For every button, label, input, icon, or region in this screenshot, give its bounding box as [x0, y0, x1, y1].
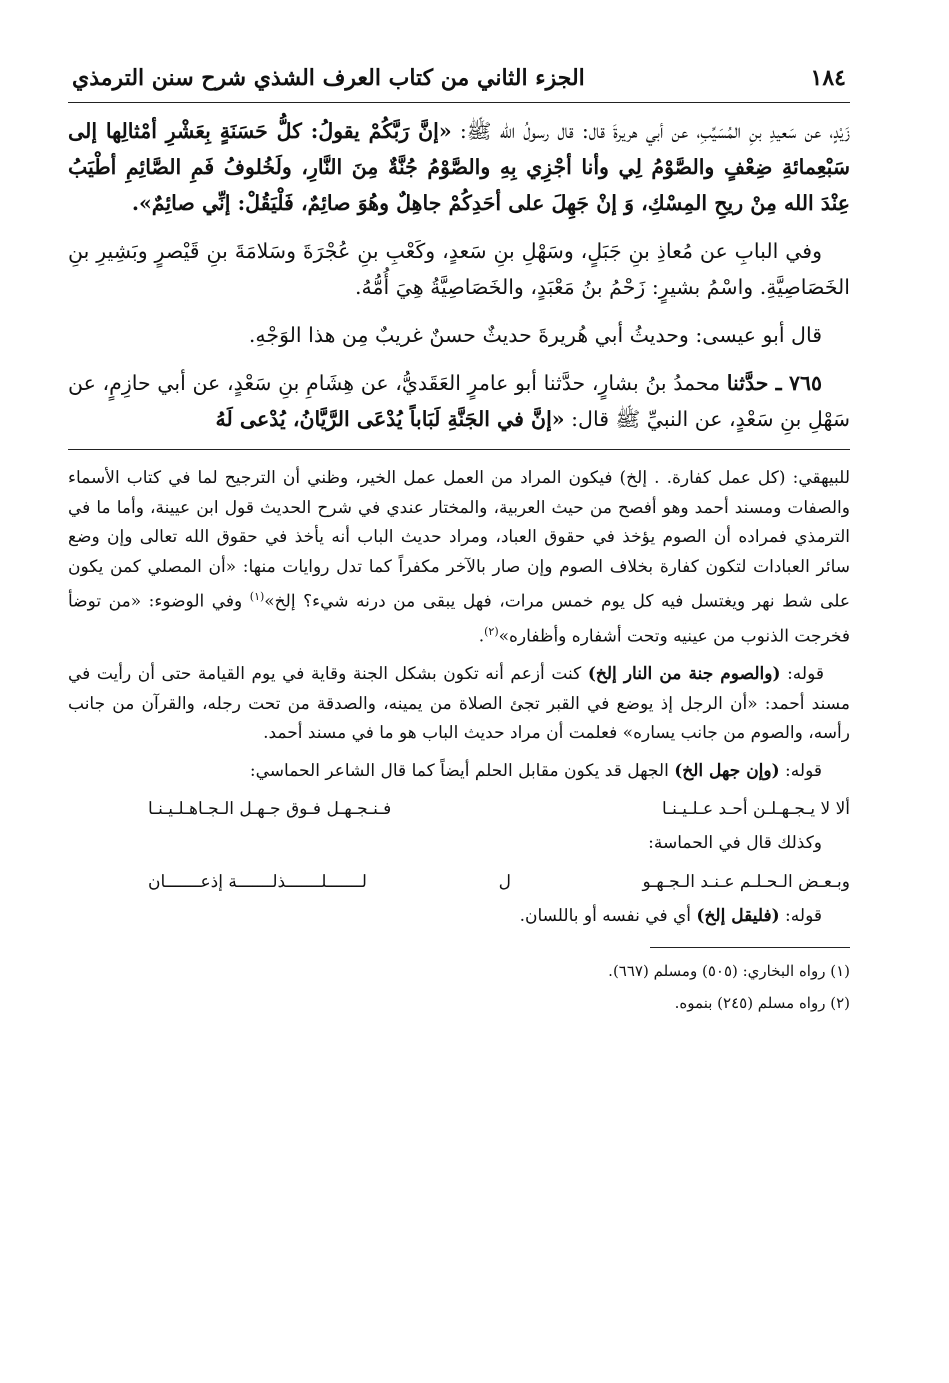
verse-2-connector: ل: [498, 871, 511, 892]
commentary-paragraph-3: [68, 757, 850, 787]
commentary-p4-text: أي في نفسه أو باللسان.: [519, 905, 697, 926]
footnote-ref-1[interactable]: (١): [249, 590, 265, 603]
verse-2-second-hemistich: لـــــــلـــــــذلـــــــة إذعـــــــان: [148, 871, 367, 892]
commentary-p3-lead: قوله:: [779, 760, 822, 781]
footnote-2: (٢) رواه مسلم (٢٤٥) بنموه.: [674, 994, 850, 1013]
main-divider: [68, 449, 850, 450]
abu-isa-paragraph: قال أبو عيسى: وحديثُ أبي هُريرةَ حديثٌ حسنٌ غريبٌ مِن هذا الوَجْهِ.: [248, 323, 822, 347]
footnote-ref-2[interactable]: (٢): [484, 625, 499, 639]
hadith-764-matn: «إنَّ رَبَّكُمْ يقولُ: كلُّ حَسَنَةٍ بِعَشْرِ أمْثالِها إلى سَبْعِمائةِ ضِعْفٍ والصَّوْمُ لِي وأنا أجْزِي بِهِ والصَّوْمُ جُنَّةٌ مِنَ النَّارِ، ولَخُلوفُ فَمِ الصَّائِمِ أطْيَبُ عِنْدَ الله مِنْ ريحِ المِسْكِ، وَ إنْ جَهِلَ على أحَدِكُمْ جاهِلٌ وهُوَ صائِمٌ، فَلْيَقُلْ: إنِّي صائِمٌ».: [68, 119, 850, 215]
commentary-p2-quote: (والصوم جنة من النار إلخ): [587, 664, 781, 685]
running-title: الجزء الثاني من كتاب العرف الشذي شرح سنن الترمذي: [72, 65, 585, 91]
commentary: [68, 464, 850, 931]
commentary-paragraph-2: [68, 660, 850, 749]
hadith-765-isnad: محمدُ بنُ بشارٍ، حدَّثنا أبو عامرٍ العَقَديُّ، عن هِشَامِ بنِ سَعْدٍ، عن أبي حازِمٍ، عن سَهْلِ بنِ سَعْدٍ، عن النبيِّ ﷺ قال:: [68, 371, 850, 431]
commentary-p4-lead: قوله:: [779, 905, 822, 926]
hadith-764-isnad: زَيْدٍ، عن سَعيدِ بنِ المُسَيِّبِ، عن أبي هريرةَ قال: قال رسولُ الله ﷺ:: [451, 119, 850, 143]
page-header: [68, 60, 850, 96]
hadith-765: [68, 365, 850, 437]
page-number: ١٨٤: [810, 65, 846, 91]
commentary-p2-lead: قوله:: [780, 664, 824, 685]
book-page: [68, 60, 850, 1022]
verse-1: [68, 794, 850, 825]
commentary-p4-quote: (فليقل إلخ): [696, 905, 780, 926]
commentary-p3-text: الجهل قد يكون مقابل الحلم أيضاً كما قال الشاعر الحماسي:: [249, 760, 675, 781]
verse-1-second-hemistich: فـنـجـهـل فـوق جـهـل الـجـاهـلـيـنـا: [148, 799, 392, 820]
commentary-paragraph-4: [68, 902, 850, 932]
also-said-line: وكذلك قال في الحماسة:: [648, 833, 822, 854]
hadith-765-matn: «إنَّ في الجَنَّةِ لَبَاباً يُدْعَى الرَّيَّانُ، يُدْعى لَهُ: [215, 407, 565, 431]
footnote-divider: [650, 947, 850, 948]
hadith-764: [68, 113, 850, 221]
footnotes: [68, 958, 850, 1016]
hadith-765-number: ٧٦٥ ـ حدَّثنا: [726, 371, 822, 395]
commentary-p1-end: .: [478, 626, 485, 647]
commentary-p1-mid: وفي الوضوء: «من توضأ فخرجت الذنوب من عينيه وتحت أشفاره وأظفاره»: [68, 591, 850, 647]
commentary-p1-text: للبيهقي: (كل عمل كفارة. . إلخ) فيكون المراد من العمل عمل الخير، وظني أن الترجيح لما في كتاب الأسماء والصفات ومسند أحمد وهو أفصح من حيث العربية، والمختار عندي في شرح الحديث قول ابن عيينة، وأما ما في الترمذي فمراده أن الصوم يؤخذ في حقوق العباد، ومراد حديث الباب أنه يأخذ في حقوق الله تعالى وإن وضع سائر العبادات لتكون كفارة بخلاف الصوم وإن صار بالآخر مكفراً كما تدل روايات منها: «أن المصلي كمن يكون على شط نهر ويغتسل فيه كل يوم خمس مرات، فهل يبقى من درنه شيء؟ إلخ»: [68, 468, 850, 612]
footnote-1: (١) رواه البخاري: (٥٠٥) ومسلم (٦٦٧).: [608, 962, 850, 981]
verse-1-first-hemistich: ألا لا يـجـهـلـن أحـد عـلـيـنـا: [661, 799, 850, 820]
verse-2: [68, 867, 850, 898]
commentary-p2-text: كنت أزعم أنه تكون بشكل الجنة وقاية في يوم القيامة حتى أن رأيت في مسند أحمد: «أن الرجل إذ يوضع في القبر تجئ الصلاة من يمينه، والصدقة من تحت رجله، والقرآن من جانب رأسه، والصوم من جانب يساره» فعلمت أن مراد حديث الباب هو ما في مسند أحمد.: [68, 664, 850, 744]
commentary-paragraph-1: [68, 464, 850, 652]
header-divider: [68, 102, 850, 103]
main-text: [68, 113, 850, 437]
commentary-p3-quote: (وإن جهل الخ): [674, 760, 780, 781]
verse-2-first-hemistich: وبـعـض الـحـلـم عـنـد الـجـهـو: [642, 871, 850, 892]
bab-paragraph: وفي البابِ عن مُعاذِ بنِ جَبَلٍ، وسَهْلِ بنِ سَعدٍ، وكَعْبِ بنِ عُجْرَةَ وسَلامَةَ بنِ قَيْصرٍ وبَشِيرِ بنِ الخَصَاصِيَّةِ. واسْمُ بشيرٍ: زَحْمُ بنُ مَعْبَدٍ، والخَصَاصِيَّةُ هِيَ أُمُّهُ.: [68, 239, 850, 299]
